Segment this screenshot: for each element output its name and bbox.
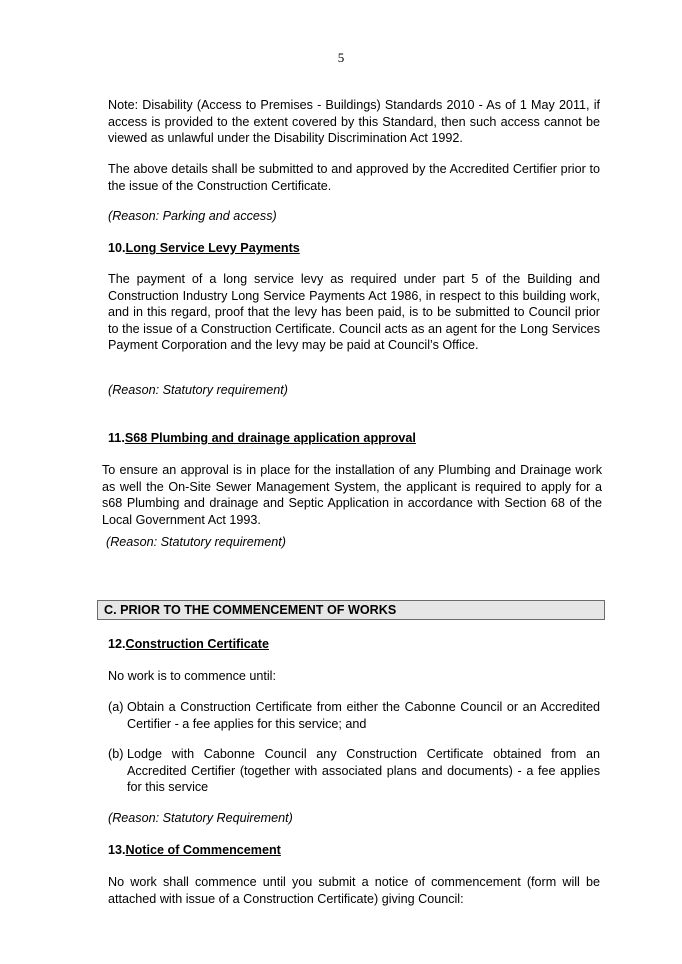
heading-12-number: 12. [108, 637, 126, 651]
reason-10: (Reason: Statutory requirement) [108, 383, 288, 397]
heading-13-title: Notice of Commencement [125, 843, 281, 857]
heading-11 [108, 430, 416, 446]
reason-11: (Reason: Statutory requirement) [106, 535, 286, 549]
list-item [108, 699, 600, 732]
paragraph-12: No work is to commence until: [108, 669, 276, 683]
heading-13 [108, 842, 281, 858]
heading-10-title: Long Service Levy Payments [125, 241, 300, 255]
list-item-label: (a) [108, 700, 124, 714]
list-item-label: (b) [108, 747, 124, 761]
note-paragraph: Note: Disability (Access to Premises - Buildings) Standards 2010 - As of 1 May 2011, if access is provided to the extent covered by this Standard, then such access cannot be viewed as unlawful under the Disability Discrimination Act 1992. [108, 98, 600, 146]
heading-12-title: Construction Certificate [125, 637, 269, 651]
list-item [108, 746, 600, 796]
heading-10 [108, 240, 300, 256]
heading-12 [108, 636, 269, 652]
details-paragraph: The above details shall be submitted to and approved by the Accredited Certifier prior to the issue of the Construction Certificate. [108, 162, 600, 193]
list-item-text: Lodge with Cabonne Council any Construction Certificate obtained from an Accredited Certifier (together with associated plans and documents) - a fee applies for this service [127, 747, 600, 795]
reason-parking: (Reason: Parking and access) [108, 209, 277, 223]
heading-11-title: S68 Plumbing and drainage application approval [124, 431, 416, 445]
paragraph-13: No work shall commence until you submit a notice of commencement (form will be attached with issue of a Construction Certificate) giving Council: [108, 875, 600, 906]
paragraph-11: To ensure an approval is in place for the installation of any Plumbing and Drainage work as well the On-Site Sewer Management System, the applicant is required to apply for a s68 Plumbing and drainage and Septic Application in accordance with Section 68 of the Local Government Act 1993. [102, 463, 602, 527]
section-c-header: C. PRIOR TO THE COMMENCEMENT OF WORKS [97, 600, 605, 620]
paragraph-10: The payment of a long service levy as required under part 5 of the Building and Construction Industry Long Service Payments Act 1986, in respect to this building work, and in this regard, proof that the levy has been paid, is to be submitted to Council prior to the issue of a Construction Certificate. Council acts as an agent for the Long Services Payment Corporation and the levy may be paid at Council’s Office. [108, 272, 600, 353]
heading-13-number: 13. [108, 843, 126, 857]
page-number: 5 [337, 50, 345, 65]
list-item-text: Obtain a Construction Certificate from either the Cabonne Council or an Accredited Certifier - a fee applies for this service; and [127, 700, 600, 731]
heading-11-number: 11. [108, 431, 125, 445]
reason-12: (Reason: Statutory Requirement) [108, 811, 293, 825]
heading-10-number: 10. [108, 241, 126, 255]
